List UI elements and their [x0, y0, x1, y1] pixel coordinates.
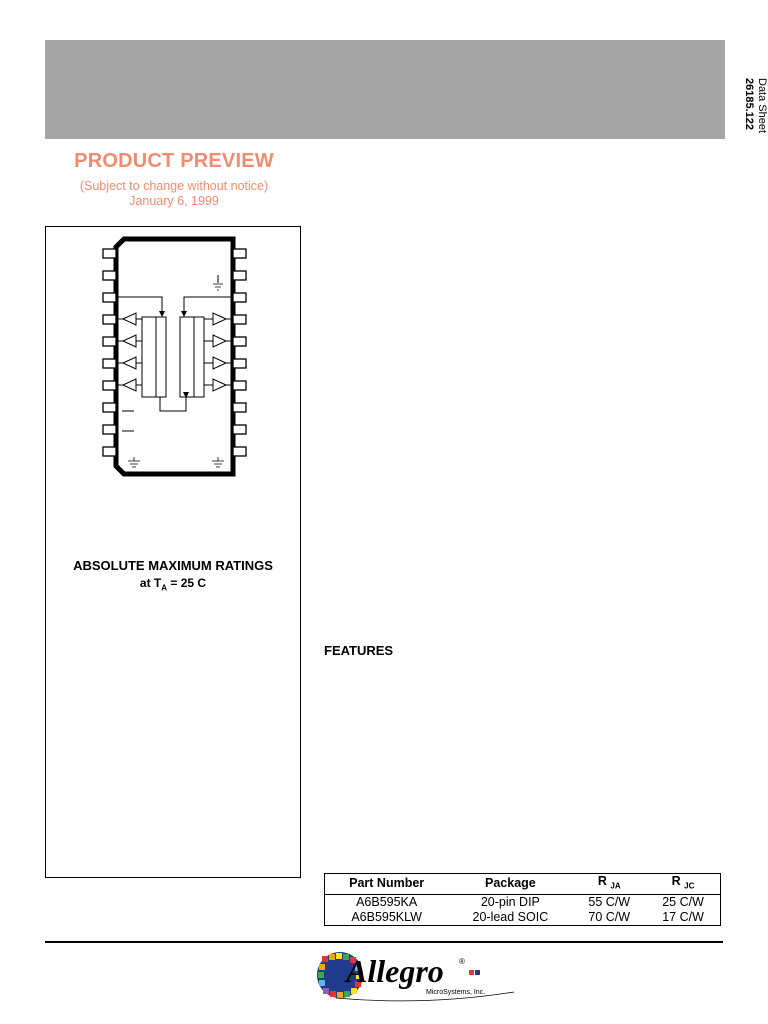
left-driver-lines [116, 319, 142, 385]
right-drivers [213, 313, 226, 391]
logo-swoosh [336, 992, 514, 1001]
package-outline [116, 239, 233, 474]
cell-package: 20-pin DIP [480, 894, 540, 909]
register-blocks [142, 317, 204, 397]
part-number-table [324, 873, 721, 926]
right-driver-lines [204, 319, 233, 385]
doc-number: 26185.122 [743, 78, 755, 130]
absolute-max-ratings [45, 558, 301, 592]
cell-rjc: 25 C/W [662, 894, 704, 909]
col-rja: R $_{JA}$ [572, 874, 646, 895]
datasheet-id [724, 78, 768, 148]
preview-title: PRODUCT PREVIEW [74, 150, 274, 172]
doc-type: Data Sheet [756, 78, 768, 134]
logo-brand: Allegro [346, 953, 444, 989]
table-row [325, 910, 721, 926]
logo-dot-red [469, 970, 474, 975]
ratings-condition: at $T_A = 25$ C [139, 576, 207, 593]
logo-registered: ® [459, 957, 465, 966]
preview-date: January 6, 1999 [129, 194, 219, 208]
table-row [325, 894, 721, 910]
cell-part: A6B595KA [356, 894, 418, 909]
cell-rja: 70 C/W [588, 909, 631, 924]
signal-lines [116, 275, 233, 431]
cell-rjc: 17 C/W [662, 909, 704, 924]
features-heading: FEATURES [324, 643, 394, 658]
cell-package: 20-lead SOIC [472, 909, 549, 924]
cell-part: A6B595KLW [351, 909, 422, 924]
ratings-heading: ABSOLUTE MAXIMUM RATINGS [73, 558, 273, 573]
table-header-row [325, 874, 721, 895]
footer-rule [45, 941, 723, 943]
col-part-number: Part Number [325, 874, 449, 895]
pinout-diagram [100, 235, 248, 480]
col-rjc: R $_{JC}$ [646, 874, 720, 895]
arrow-in-left [159, 311, 165, 317]
logo-dot-blue [475, 970, 480, 975]
allegro-logo [316, 948, 526, 1004]
left-drivers [123, 313, 136, 391]
product-preview-block [45, 150, 303, 208]
cell-rja: 55 C/W [588, 894, 631, 909]
header-band [45, 40, 725, 139]
logo-tagline: MicroSystems, Inc. [426, 989, 486, 996]
arrow-in-right [181, 311, 187, 317]
col-package: Package [448, 874, 572, 895]
preview-subtitle: (Subject to change without notice) [79, 179, 269, 193]
